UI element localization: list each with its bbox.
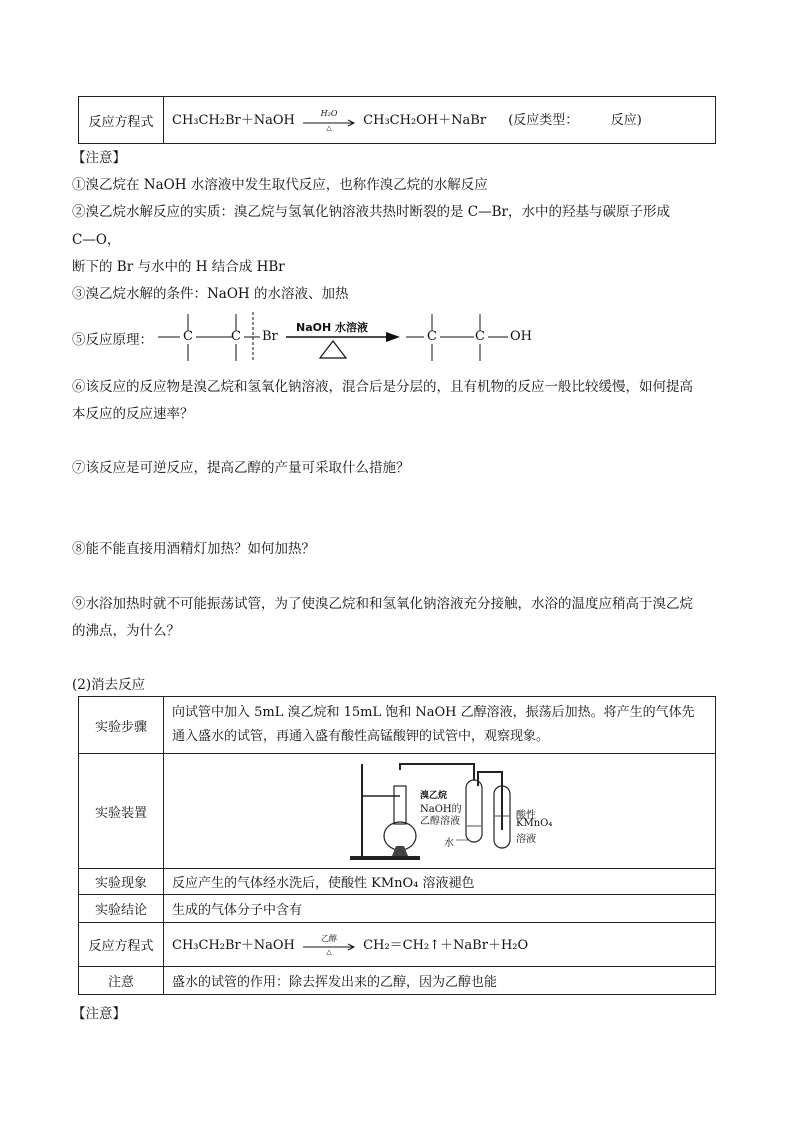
note-2a: ②溴乙烷水解反应的实质：溴乙烷与氢氧化钠溶液共热时断裂的是 C—Br，水中的羟基与碳原子形成 — [72, 204, 670, 220]
row-phenomenon — [79, 869, 716, 895]
reaction-type-note: (反应类型： 反应) — [508, 113, 642, 129]
phenomenon-text: 反应产生的气体经水洗后，使酸性 KMnO₄ 溶液褪色 — [164, 869, 716, 895]
apparatus-label-naoh: NaOH的 — [420, 804, 462, 815]
carbon-1: C — [183, 329, 193, 344]
conclusion-label: 实验结论 — [79, 895, 164, 923]
apparatus-label-acidic: 酸性 — [516, 810, 536, 821]
note-7: ⑦该反应是可逆反应，提高乙醇的产量可采取什么措施？ — [72, 460, 410, 476]
row-steps — [79, 697, 716, 754]
apparatus-label-bromoethane: 溴乙烷 — [420, 791, 448, 801]
note-6a: ⑥该反应的反应物是溴乙烷和氢氧化钠溶液，混合后是分层的，且有机物的反应一般比较缓慢，如何提高 — [72, 379, 693, 395]
principle-label: ⑤反应原理： — [72, 332, 153, 348]
elimination-table — [78, 696, 716, 995]
note-label: 注意 — [79, 967, 164, 995]
apparatus-label-ethanol: 乙醇溶液 — [420, 816, 460, 827]
note-8: ⑧能不能直接用酒精灯加热？如何加热？ — [72, 541, 315, 557]
equation-left: CH₃CH₂Br＋NaOH — [172, 113, 295, 129]
note-1: ①溴乙烷在 NaOH 水溶液中发生取代反应，也称作溴乙烷的水解反应 — [72, 177, 488, 193]
steps-line-2: 通入盛水的试管，再通入盛有酸性高锰酸钾的试管中，观察现象。 — [172, 729, 550, 744]
reaction-principle — [72, 306, 632, 366]
row-equation — [79, 923, 716, 967]
equation-2-content — [164, 923, 716, 967]
note-2b: C—O， — [72, 232, 121, 248]
carbon-3: C — [427, 329, 437, 344]
row-apparatus — [79, 754, 716, 869]
reaction-arrow — [301, 108, 357, 132]
apparatus-label-water: 水 — [444, 838, 454, 849]
carbon-4: C — [475, 329, 485, 344]
steps-line-1: 向试管中加入 5mL 溴乙烷和 15mL 饱和 NaOH 乙醇溶液，振荡后加热。将产生的气体先 — [172, 705, 695, 720]
arrow-2-condition-top: 乙醇 — [321, 934, 338, 944]
equation-2-right: CH₂＝CH₂↑＋NaBr＋H₂O — [363, 937, 529, 953]
apparatus-cell — [164, 754, 716, 869]
row-conclusion — [79, 895, 716, 923]
equation-2-label: 反应方程式 — [79, 923, 164, 967]
section-2-title: (2)消去反应 — [72, 677, 146, 693]
apparatus-diagram — [344, 756, 564, 866]
note-text: 盛水的试管的作用：除去挥发出来的乙醇，因为乙醇也能 — [164, 967, 716, 995]
bromine: Br — [262, 329, 278, 344]
note-3: ③溴乙烷水解的条件：NaOH 的水溶液、加热 — [72, 286, 349, 302]
carbon-2: C — [231, 329, 241, 344]
equation-label: 反应方程式 — [79, 97, 164, 144]
apparatus-label-solution: 溶液 — [516, 834, 536, 845]
arrow-condition-bottom: △ — [326, 123, 332, 132]
reaction-arrow-2 — [301, 935, 357, 955]
apparatus-label: 实验装置 — [79, 754, 164, 869]
note-2c: 断下的 Br 与水中的 H 结合成 HBr — [72, 259, 285, 275]
steps-text — [164, 697, 716, 754]
equation-2-left: CH₃CH₂Br＋NaOH — [172, 937, 295, 953]
conclusion-text: 生成的气体分子中含有 — [164, 895, 716, 923]
apparatus-label-kmno4: KMnO₄ — [516, 818, 553, 829]
row-note — [79, 967, 716, 995]
arrow-condition: NaOH 水溶液 — [296, 321, 369, 334]
equation-content — [164, 97, 716, 144]
note-6b: 本反应的反应速率？ — [72, 406, 194, 422]
steps-label: 实验步骤 — [79, 697, 164, 754]
arrow-2-condition-bottom: △ — [326, 948, 332, 957]
equation-table-1 — [78, 96, 716, 144]
hydroxyl: OH — [510, 329, 532, 344]
footer-notes-header: 【注意】 — [72, 1006, 126, 1022]
phenomenon-label: 实验现象 — [79, 869, 164, 895]
equation-right: CH₃CH₂OH＋NaBr — [363, 113, 487, 129]
arrow-condition-top: H₂O — [320, 108, 338, 118]
note-9b: 的沸点，为什么？ — [72, 623, 180, 639]
notes-header: 【注意】 — [72, 150, 126, 166]
note-9a: ⑨水浴加热时就不可能振荡试管，为了使溴乙烷和和氢氧化钠溶液充分接触，水浴的温度应稍高于溴乙烷 — [72, 596, 693, 612]
